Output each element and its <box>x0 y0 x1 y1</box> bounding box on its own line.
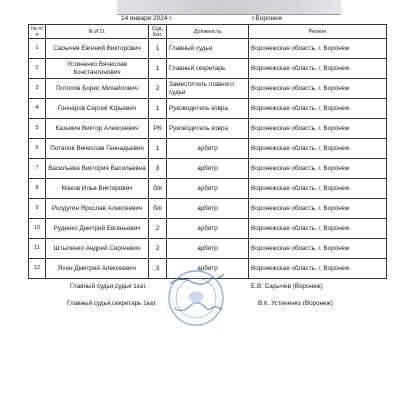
row-position: Главный секретарь <box>167 59 249 79</box>
row-region: Воронежская область, г. Воронеж <box>249 139 387 159</box>
row-position: арбитр <box>167 179 249 199</box>
row-number: 6 <box>29 139 46 159</box>
row-region: Воронежская область, г. Воронеж <box>249 259 387 279</box>
row-position: арбитр <box>167 239 249 259</box>
column-header-name: Ф.И.О. <box>46 25 149 39</box>
row-name: Гончаров Сергей Юрьевич <box>46 99 149 119</box>
table-row <box>29 99 387 119</box>
row-position: Заместитель главного судьи <box>167 79 249 99</box>
table-row <box>29 199 387 219</box>
table-row <box>29 39 387 59</box>
row-number: 9 <box>29 199 46 219</box>
row-position: Руководитель ковра <box>167 119 249 139</box>
table-row <box>29 179 387 199</box>
document-date: 14 января 2024 г. <box>121 15 173 22</box>
row-category: 2 <box>149 219 167 239</box>
row-category: 2 <box>149 239 167 259</box>
row-number: 11 <box>29 239 46 259</box>
row-number: 4 <box>29 99 46 119</box>
table-row <box>29 119 387 139</box>
row-region: Воронежская область, г. Воронеж <box>249 119 387 139</box>
header-banner <box>117 0 341 15</box>
row-category: б/к <box>149 179 167 199</box>
table-row <box>29 159 387 179</box>
row-region: Воронежская область, г. Воронеж <box>249 159 387 179</box>
row-category: 1 <box>149 59 167 79</box>
row-category: б/к <box>149 199 167 219</box>
row-region: Воронежская область, г. Воронеж <box>249 39 387 59</box>
row-name: Штыленко Андрей Сергеевич <box>46 239 149 259</box>
chief-judge-label: Главный судья,судья 1кат. <box>70 283 147 290</box>
row-region: Воронежская область, г. Воронеж <box>249 59 387 79</box>
table-row <box>29 219 387 239</box>
row-region: Воронежская область, г. Воронеж <box>249 219 387 239</box>
table-row <box>29 59 387 79</box>
row-name: Потапов Вячеслав Геннадьевич <box>46 139 149 159</box>
table-row <box>29 139 387 159</box>
row-region: Воронежская область, г. Воронеж <box>249 199 387 219</box>
row-category: 1 <box>149 139 167 159</box>
row-position: арбитр <box>167 199 249 219</box>
row-region: Воронежская область, г. Воронеж <box>249 179 387 199</box>
column-header-category: Суд. Кат. <box>149 25 167 39</box>
row-category: 1 <box>149 99 167 119</box>
row-category: 1 <box>149 39 167 59</box>
document-header <box>0 14 400 24</box>
row-region: Воронежская область, г. Воронеж <box>249 99 387 119</box>
row-name: Яхин Дмитрий Алексеевич <box>46 259 149 279</box>
row-category: 2 <box>149 79 167 99</box>
chief-secretary-name: В.К. Устиненко (Воронеж) <box>258 300 333 307</box>
official-seal-icon <box>166 268 226 328</box>
row-position: арбитр <box>167 259 249 279</box>
row-category: 3 <box>149 159 167 179</box>
row-position: арбитр <box>167 139 249 159</box>
row-name: Сарычев Евгений Викторович <box>46 39 149 59</box>
row-name: Ролдугин Ярослав Алексеевич <box>46 199 149 219</box>
row-number: 5 <box>29 119 46 139</box>
row-category: 3 <box>149 259 167 279</box>
column-header-region: Регион <box>249 25 387 39</box>
row-name: Маков Илья Викторович <box>46 179 149 199</box>
row-number: 1 <box>29 39 46 59</box>
row-name: Руденко Дмитрий Евгеньевич <box>46 219 149 239</box>
row-position: арбитр <box>167 159 249 179</box>
seal-emblem <box>188 291 204 302</box>
column-header-number: № п/п <box>29 25 46 39</box>
row-number: 7 <box>29 159 46 179</box>
row-name: Казьмин Виктор Алексеевич <box>46 119 149 139</box>
row-number: 10 <box>29 219 46 239</box>
row-position: Главный судья <box>167 39 249 59</box>
document-city: г.Воронеж <box>252 15 283 22</box>
chief-judge-name: Е.В. Сарычев (Воронеж) <box>251 283 323 290</box>
table-row <box>29 239 387 259</box>
row-position: арбитр <box>167 219 249 239</box>
row-name: Потопов Борис Михайлович <box>46 79 149 99</box>
row-number: 2 <box>29 59 46 79</box>
table-header-row <box>29 25 387 39</box>
chief-secretary-label: Главный судья,секретарь 1кат. <box>67 300 157 307</box>
row-region: Воронежская область, г. Воронеж <box>249 79 387 99</box>
row-name: Васильева Виктория Васильевна <box>46 159 149 179</box>
row-region: Воронежская область, г. Воронеж <box>249 239 387 259</box>
judges-table <box>28 24 387 279</box>
row-position: Руководитель ковра <box>167 99 249 119</box>
row-number: 3 <box>29 79 46 99</box>
column-header-position: Должность <box>167 25 249 39</box>
table-row <box>29 79 387 99</box>
row-number: 8 <box>29 179 46 199</box>
row-number: 12 <box>29 259 46 279</box>
row-category: РК <box>149 119 167 139</box>
row-name: Устиненко Вячеслав Константинович <box>46 59 149 79</box>
